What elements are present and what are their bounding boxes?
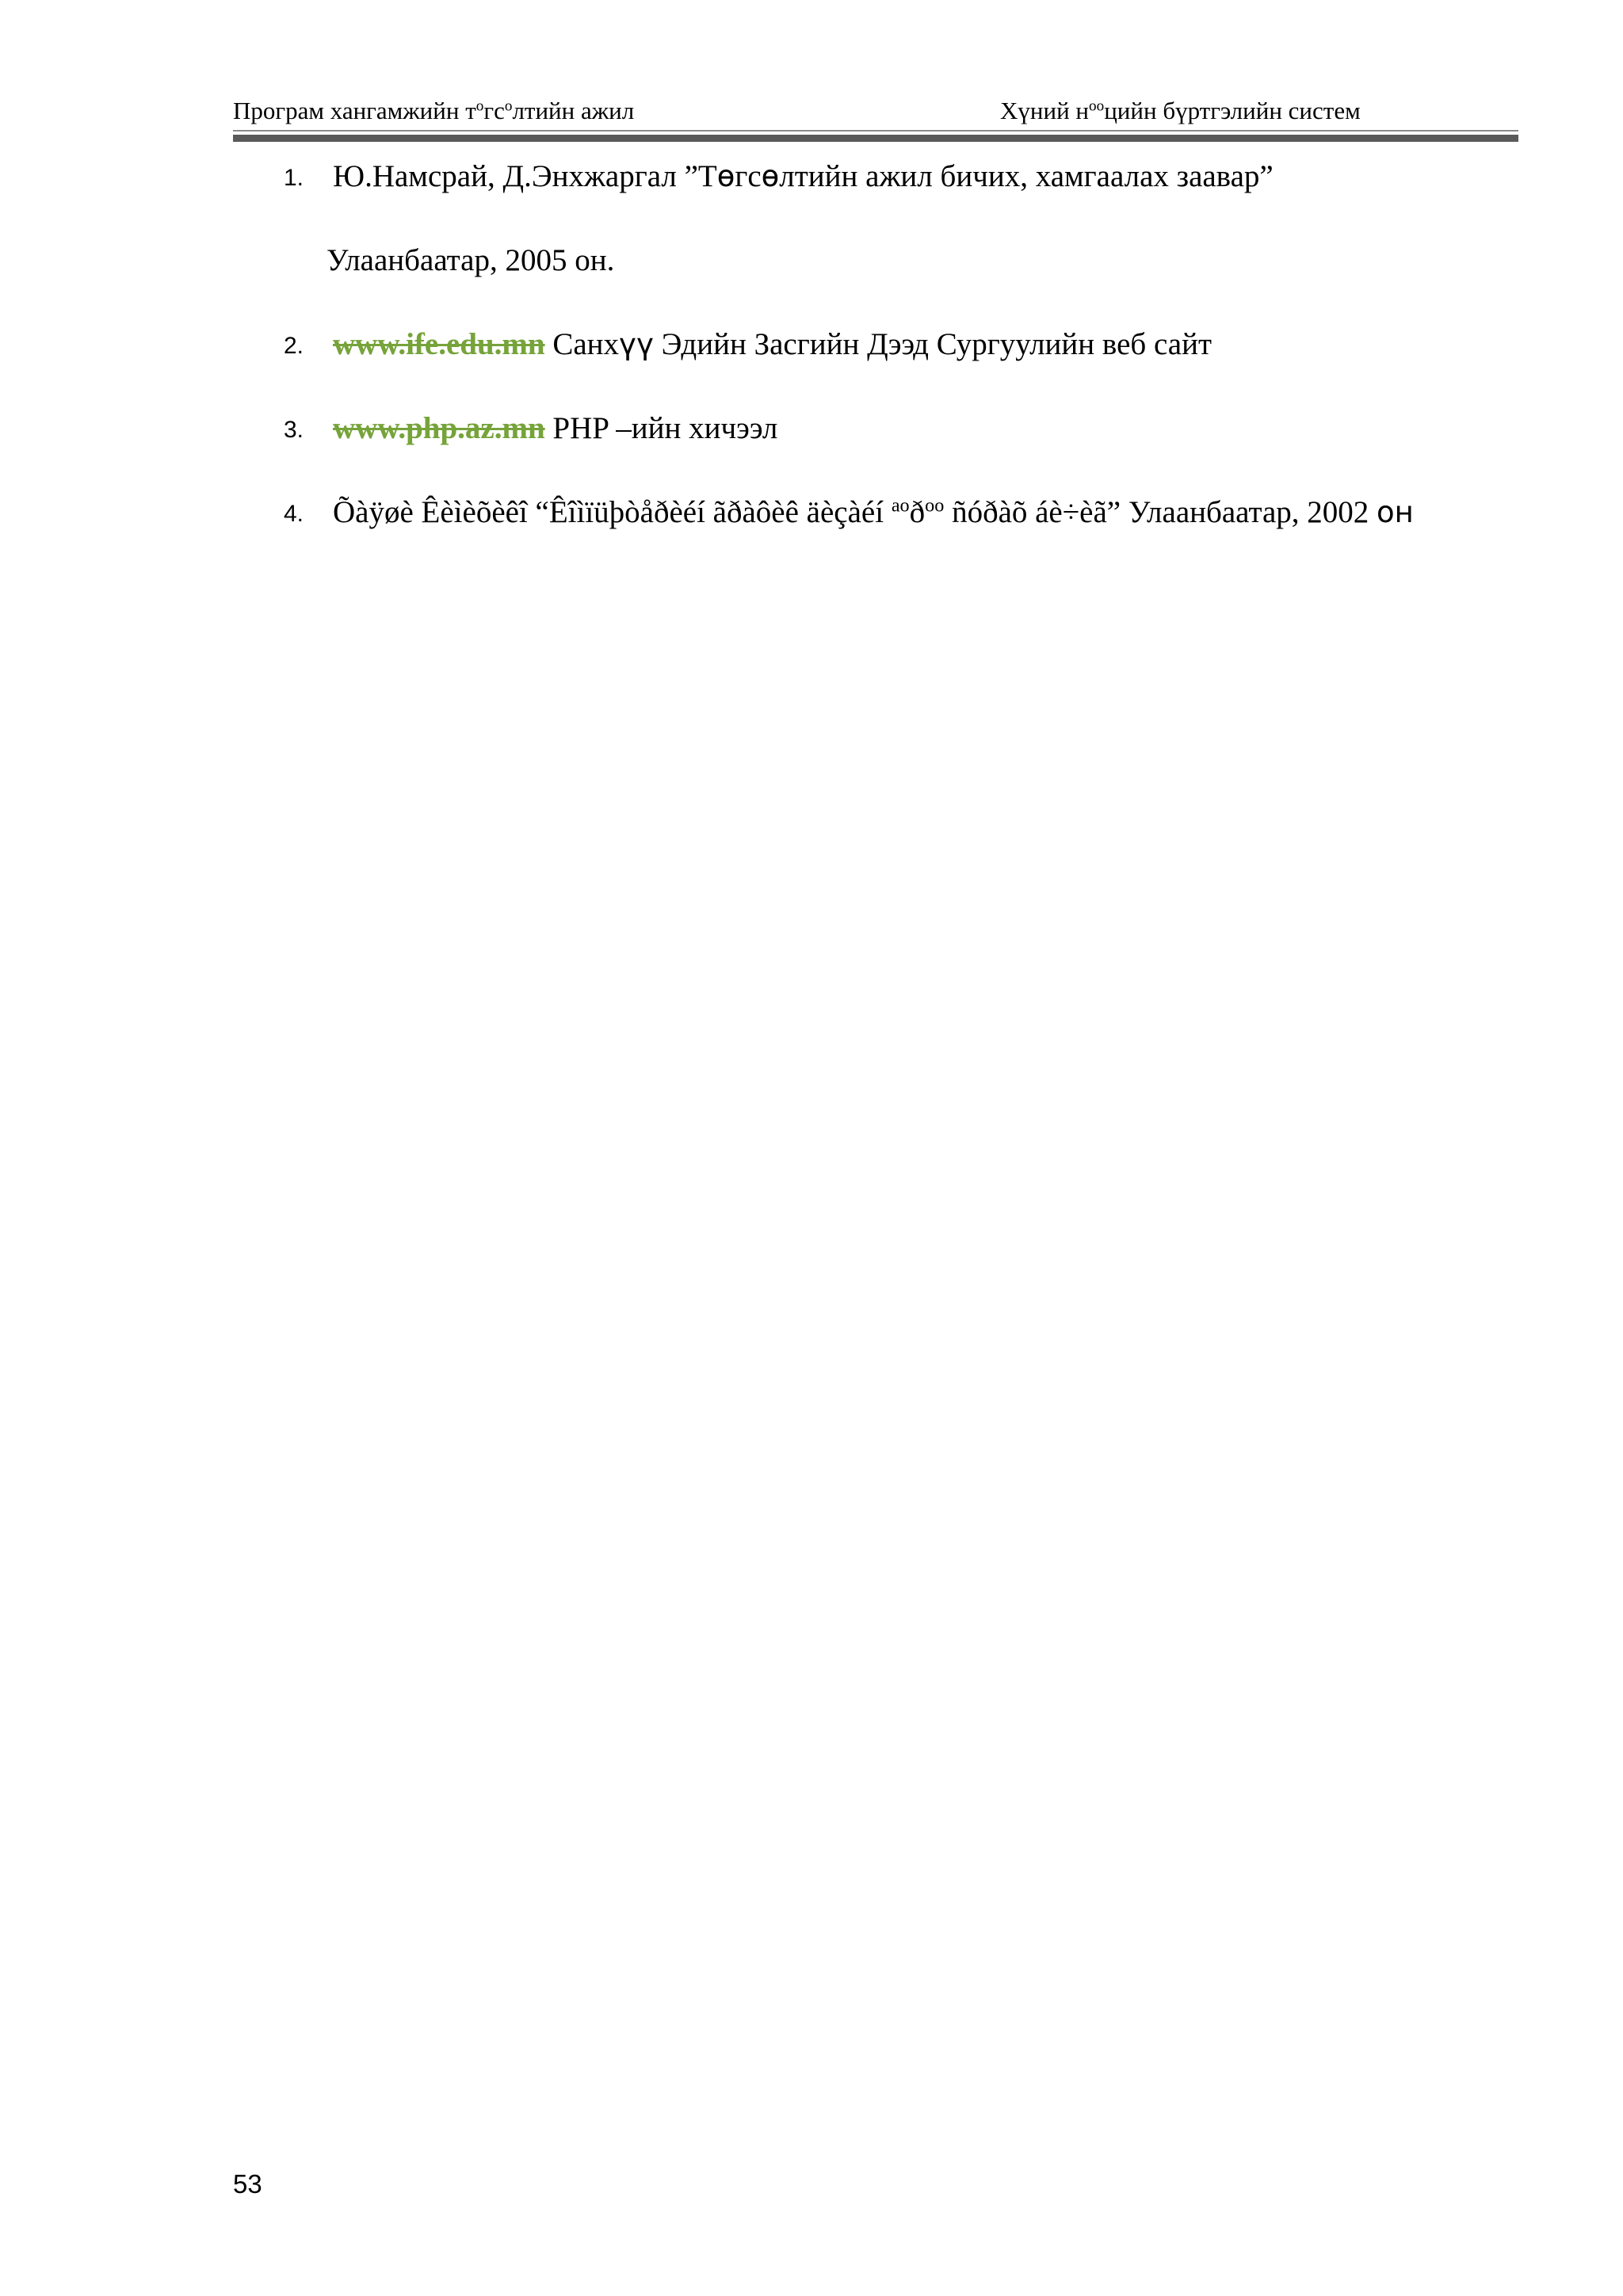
reference-link[interactable]: www.ife.edu.mn [333, 327, 545, 361]
reference-text-part: үү [619, 327, 654, 361]
header-left-part: лтийн ажил [512, 97, 635, 124]
reference-text-part: PHP –ийн хичээл [544, 411, 778, 445]
reference-text-part: лтийн ажил бичих, хамгаалах заавар” [779, 159, 1274, 193]
reference-number: 1. [284, 165, 304, 191]
reference-text [333, 158, 1274, 194]
reference-text-part: Õàÿøè Êèìèõèêî “Êîìïüþòåðèéí ãðàôèê äèçàéí [333, 495, 892, 529]
header-right-part: Хүний н [1000, 97, 1089, 124]
header-left-part: гс [483, 97, 505, 124]
header-left-sup: о [475, 97, 484, 115]
header-system-title [1000, 97, 1361, 125]
header-document-title [233, 97, 634, 125]
reference-text-part: Ю.Намсрай, Д.Энхжаргал ”Т [333, 159, 717, 193]
header-right-sup: оо [1089, 97, 1105, 115]
reference-continuation: Улаанбаатар, 2005 он. [327, 243, 615, 277]
reference-text-part: Эдийн Засгийн Дээд Сургуулийн веб сайт [653, 327, 1212, 361]
reference-link[interactable]: www.php.az.mn [333, 411, 545, 445]
reference-text [333, 494, 1414, 530]
header-divider-thin [233, 130, 1518, 132]
header-divider-thick [233, 135, 1518, 142]
reference-text [333, 326, 1212, 362]
reference-text-part: Санх [544, 327, 620, 361]
header-right-part: цийн бүртгэлийн систем [1104, 97, 1361, 124]
reference-text-part: он [1377, 495, 1414, 529]
reference-number: 4. [284, 501, 304, 527]
reference-text-part: ө [716, 159, 735, 193]
header-left-sup: о [504, 97, 513, 115]
reference-text-sup: ао [891, 494, 910, 517]
reference-text-part: ð [909, 495, 926, 529]
reference-text-part: ñóðàõ áè÷èã” Улаанбаатар, 2002 [944, 495, 1377, 529]
reference-text-part: ө [761, 159, 780, 193]
reference-text-sup: оо [925, 494, 945, 517]
reference-text-part: гс [735, 159, 762, 193]
page-number: 53 [233, 2169, 262, 2199]
header-left-part: Програм хангамжийн т [233, 97, 476, 124]
page-header [233, 97, 1518, 128]
reference-number: 2. [284, 333, 304, 359]
reference-text [333, 410, 777, 446]
reference-number: 3. [284, 417, 304, 443]
